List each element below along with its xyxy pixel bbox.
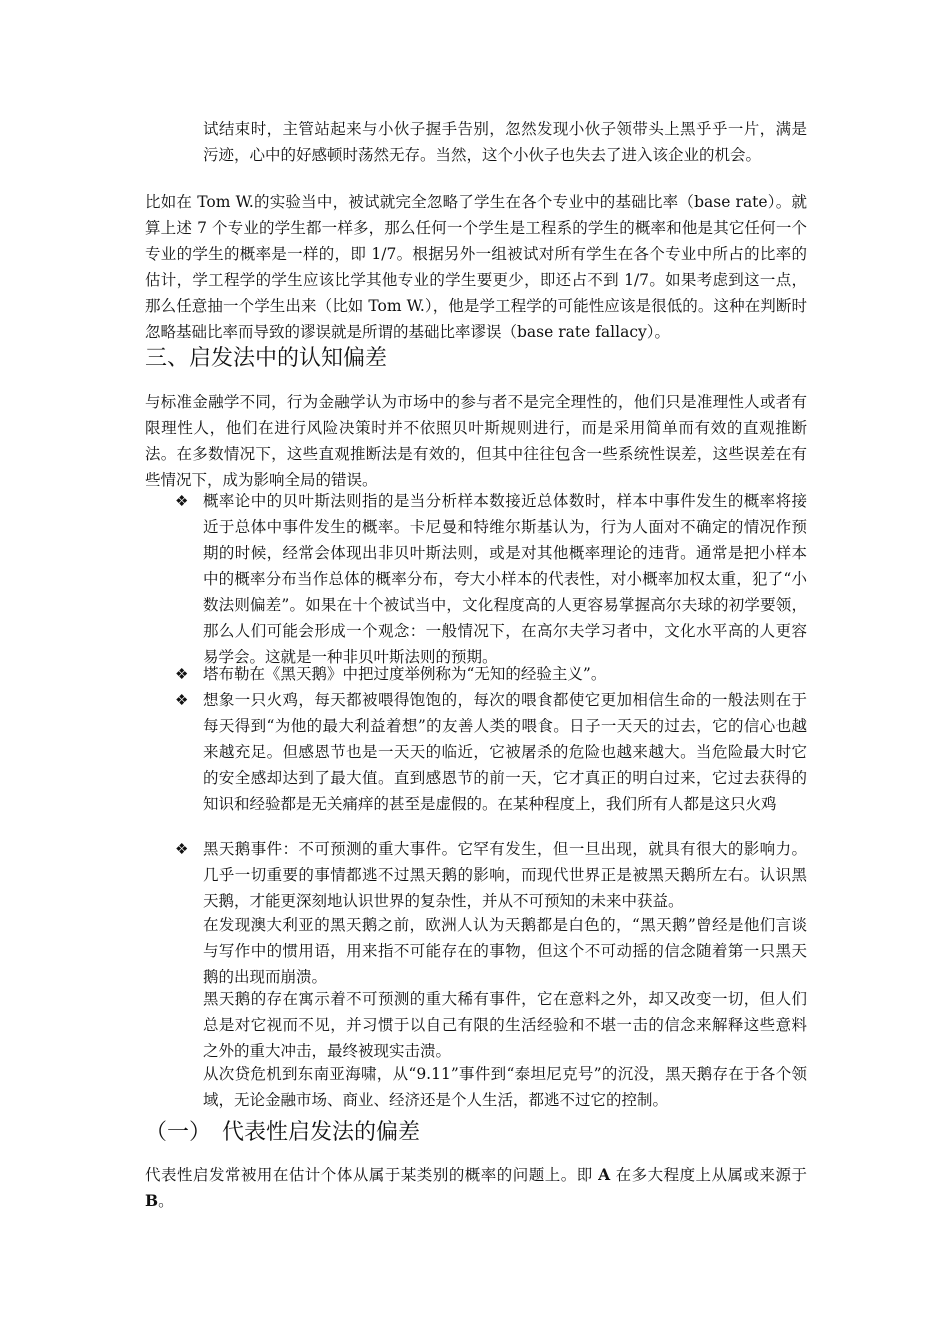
paragraph-tom-w: 比如在 Tom W.的实验当中，被试就完全忽略了学生在各个专业中的基础比率（base rate）。就算上述 7 个专业的学生都一样多，那么任何一个学生是工程系的学生的概率和他是其它任何一个专业的学生的概率是一样的，即 1/7。根据另外一组被试对所有学生在各个专业中所占的比率的估计，学工程学的学生应该比学其他专业的学生要更少，即还占不到 1/7。如果考虑到这一点，那么任意抽一个学生出来（比如 Tom W.），他是学工程学的可能性应该是很低的。这种在判断时忽略基础比率而导致的谬误就是所谓的基础比率谬误（base rate fallacy）。 xyxy=(145,193,807,341)
bullet-diamond-icon: ❖ xyxy=(175,691,189,709)
bullet-diamond-icon: ❖ xyxy=(175,665,189,683)
text-run: 代表性启发常被用在估计个体从属于某类别的概率的问题上。即 xyxy=(145,1166,599,1184)
paragraph-intro: 与标准金融学不同，行为金融学认为市场中的参与者不是完全理性的，他们只是准理性人或者有限理性人，他们在进行风险决策时并不依照贝叶斯规则进行，而是采用简单而有效的直观推断法。在多数情况下，这些直观推断法是有效的，但其中往往包含一些系统性误差，这些误差在有些情况下，成为影响全局的错误。 xyxy=(145,393,807,489)
text-run: 在多大程度上从属或来源于 xyxy=(610,1166,807,1184)
black-swan-paragraph: 黑天鹅的存在寓示着不可预测的重大稀有事件，它在意料之外，却又改变一切，但人们总是对它视而不见，并习惯于以自己有限的生活经验和不堪一击的信念来解释这些意料之外的重大冲击，最终被现实击溃。 xyxy=(203,990,807,1060)
bullet-text: 塔布勒在《黑天鹅》中把过度举例称为“无知的经验主义”。 xyxy=(203,665,607,683)
quote-continuation: 试结束时，主管站起来与小伙子握手告别，忽然发现小伙子领带头上黑乎乎一片，满是污迹，心中的好感顿时荡然无存。当然，这个小伙子也失去了进入该企业的机会。 xyxy=(203,120,807,164)
bullet-text: 想象一只火鸡，每天都被喂得饱饱的，每次的喂食都使它更加相信生命的一般法则在于每天得到“为他的最大利益着想”的友善人类的喂食。日子一天天的过去，它的信心也越来越充足。但感恩节也是一天天的临近，它被屠杀的危险也越来越大。当危险最大时它的安全感却达到了最大值。直到感恩节的前一天，它才真正的明白过来，它过去获得的知识和经验都是无关痛痒的甚至是虚假的。在某种程度上，我们所有人都是这只火鸡 xyxy=(203,691,807,813)
paragraph-representativeness xyxy=(145,1162,807,1214)
bullet-text: 概率论中的贝叶斯法则指的是当分析样本数接近总体数时，样本中事件发生的概率将接近于总体中事件发生的概率。卡尼曼和特维尔斯基认为，行为人面对不确定的情况作预期的时候，经常会体现出非贝叶斯法则，或是对其他概率理论的违背。通常是把小样本中的概率分布当作总体的概率分布，夸大小样本的代表性，对小概率加权太重，犯了“小数法则偏差”。如果在十个被试当中，文化程度高的人更容易掌握高尔夫球的初学要领，那么人们可能会形成一个观念：一般情况下，在高尔夫学习者中，文化水平高的人更容易学会。这就是一种非贝叶斯法则的预期。 xyxy=(203,492,807,666)
black-swan-paragraph: 从次贷危机到东南亚海啸，从“9.11”事件到“泰坦尼克号”的沉没，黑天鹅存在于各个领域，无论金融市场、商业、经济还是个人生活，都逃不过它的控制。 xyxy=(203,1065,807,1109)
bullet-diamond-icon: ❖ xyxy=(175,492,189,510)
section-heading: 三、启发法中的认知偏差 xyxy=(145,346,388,371)
bullet-diamond-icon: ❖ xyxy=(175,840,189,858)
bullet-text: 黑天鹅事件：不可预测的重大事件。它罕有发生，但一旦出现，就具有很大的影响力。几乎一切重要的事情都逃不过黑天鹅的影响，而现代世界正是被黑天鹅所左右。认识黑天鹅，才能更深刻地认识世界的复杂性，并从不可预知的未来中获益。 xyxy=(203,840,807,910)
bold-b: B xyxy=(145,1191,159,1210)
text-run: 。 xyxy=(158,1192,174,1210)
subsection-heading: （一） 代表性启发法的偏差 xyxy=(145,1120,421,1145)
black-swan-paragraph: 在发现澳大利亚的黑天鹅之前，欧洲人认为天鹅都是白色的，“黑天鹅”曾经是他们言谈与写作中的惯用语，用来指不可能存在的事物，但这个不可动摇的信念随着第一只黑天鹅的出现而崩溃。 xyxy=(203,916,807,986)
bold-a: A xyxy=(598,1165,611,1184)
